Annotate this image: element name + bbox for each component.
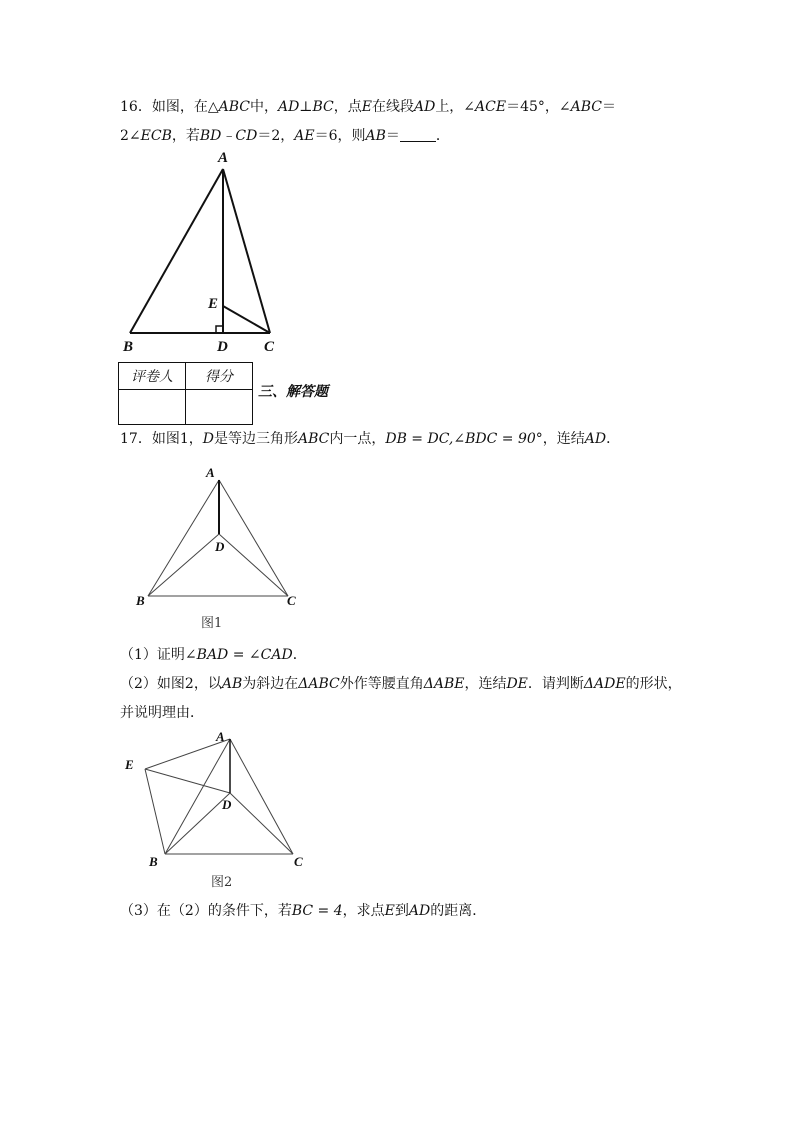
score-header: 得分 bbox=[186, 363, 253, 390]
label-b: B bbox=[123, 339, 134, 355]
q17-figure-2 bbox=[118, 724, 318, 894]
q16-triangle-figure bbox=[110, 145, 300, 360]
label-b: B bbox=[136, 593, 145, 608]
seg-ac bbox=[223, 169, 270, 333]
q17-part2-line2: 并说明理由． bbox=[120, 705, 204, 721]
q17-part1: （1）证明∠BAD = ∠CAD． bbox=[120, 647, 307, 663]
label-b: B bbox=[149, 854, 158, 869]
answer-blank[interactable] bbox=[400, 127, 436, 142]
label-e: E bbox=[125, 757, 134, 772]
seg-ab bbox=[165, 739, 230, 854]
seg-ac bbox=[219, 480, 288, 596]
seg-ac bbox=[230, 739, 293, 854]
right-angle-mark bbox=[216, 326, 223, 333]
seg-de bbox=[145, 769, 230, 793]
q17-part2-line1: （2）如图2，以AB为斜边在ΔABC外作等腰直角ΔABE，连结DE．请判断ΔADE的形状， bbox=[120, 676, 682, 692]
figure-1-caption: 图1 bbox=[201, 616, 223, 631]
score-cell[interactable] bbox=[186, 390, 253, 425]
q17-figure-1 bbox=[130, 462, 310, 634]
q17-intro: 17．如图1，D是等边三角形ABC内一点，DB = DC,∠BDC = 90°，连结AD． bbox=[120, 431, 621, 447]
figure-2-caption: 图2 bbox=[211, 875, 233, 890]
label-c: C bbox=[287, 593, 296, 608]
reviewer-header: 评卷人 bbox=[119, 363, 186, 390]
reviewer-cell[interactable] bbox=[119, 390, 186, 425]
label-c: C bbox=[264, 339, 275, 355]
seg-ab bbox=[148, 480, 219, 596]
seg-bd bbox=[148, 534, 219, 596]
score-box bbox=[118, 362, 253, 425]
seg-bd bbox=[165, 793, 230, 854]
label-a: A bbox=[206, 465, 215, 480]
label-c: C bbox=[294, 854, 303, 869]
label-a: A bbox=[216, 729, 225, 744]
section-title: 三、解答题 bbox=[258, 384, 328, 400]
label-d: D bbox=[215, 539, 225, 554]
seg-cd bbox=[230, 793, 293, 854]
label-e: E bbox=[208, 296, 219, 312]
q17-part3: （3）在（2）的条件下，若BC = 4，求点E到AD的距离． bbox=[120, 903, 487, 919]
label-d: D bbox=[222, 797, 232, 812]
q16-line2: 2∠ECB，若BD﹣CD＝2，AE＝6，则AB＝ ． bbox=[120, 128, 450, 144]
seg-be bbox=[145, 769, 165, 854]
label-d: D bbox=[217, 339, 228, 355]
seg-cd bbox=[219, 534, 288, 596]
q16-line1: 16．如图，在△ABC中，AD⊥BC，点E在线段AD上，∠ACE＝45°，∠ABC＝ bbox=[120, 99, 617, 115]
label-a: A bbox=[218, 150, 229, 166]
